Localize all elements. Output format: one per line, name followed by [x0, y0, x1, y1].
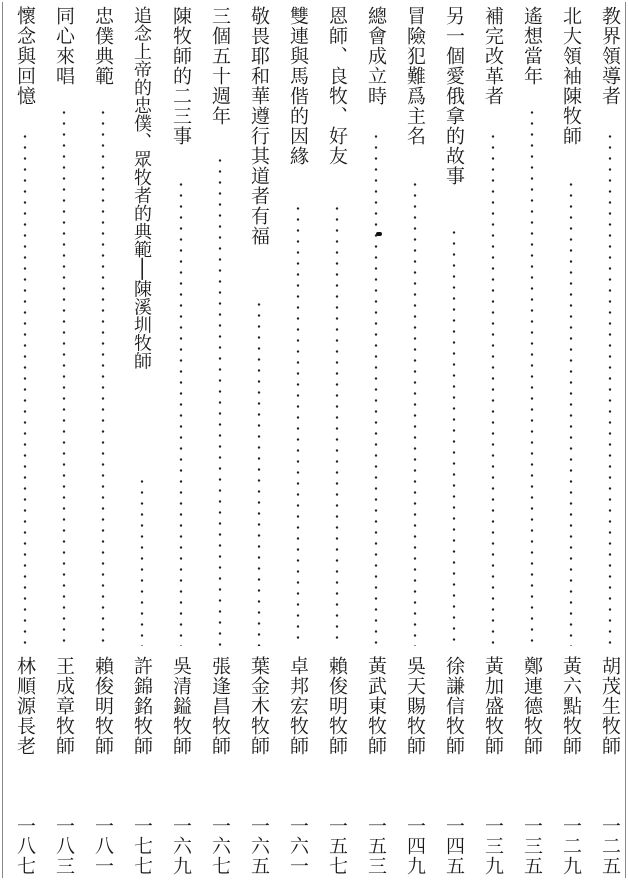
entry-title: 冒險犯難爲主名	[404, 6, 426, 146]
entry-page-number: 一三九	[482, 816, 504, 876]
entry-author: 葉金木牧師	[248, 656, 270, 756]
dot-leader	[140, 476, 144, 646]
entry-author: 張逢昌牧師	[209, 656, 231, 756]
entry-title: 陳牧師的二三事	[170, 6, 192, 146]
dot-leader	[530, 107, 534, 646]
entry-page-number: 一六七	[209, 816, 231, 876]
entry-author: 黃六點牧師	[560, 656, 582, 756]
entry-title: 補完改革者	[482, 6, 504, 106]
entry-page-number: 一四九	[404, 816, 426, 876]
toc-entry[interactable]	[596, 6, 626, 876]
toc-entry[interactable]	[440, 6, 470, 876]
dot-leader	[413, 179, 417, 646]
toc-entry[interactable]	[518, 6, 548, 876]
entry-page-number: 一八七	[14, 816, 36, 876]
entry-author: 黃加盛牧師	[482, 656, 504, 756]
entry-title: 同心來唱	[53, 6, 75, 86]
entry-page-number: 一二九	[560, 816, 582, 876]
dot-leader	[452, 227, 456, 646]
dot-leader	[335, 203, 339, 646]
toc-entry[interactable]	[128, 6, 158, 876]
dot-leader	[218, 155, 222, 646]
entry-page-number: 一五七	[326, 816, 348, 876]
toc-entry[interactable]	[11, 6, 41, 876]
entry-author: 鄭連德牧師	[521, 656, 543, 756]
entry-author: 王成章牧師	[53, 656, 75, 756]
dot-leader	[608, 131, 612, 646]
entry-page-number: 一五三	[365, 816, 387, 876]
entry-author: 吳清鎰牧師	[170, 656, 192, 756]
dot-leader	[101, 107, 105, 646]
toc-entry[interactable]	[89, 6, 119, 876]
entry-title: 敬畏耶和華遵行其道者有福	[248, 6, 270, 246]
entry-title: 忠僕典範	[92, 6, 114, 86]
entry-author: 林順源長老	[14, 656, 36, 756]
entry-author: 卓邦宏牧師	[287, 656, 309, 756]
dot-leader	[257, 299, 261, 646]
toc-entry[interactable]	[50, 6, 80, 876]
entry-page-number: 一三五	[521, 816, 543, 876]
entry-title: 雙連與馬偕的因緣	[287, 6, 309, 166]
entry-title: 總會成立時	[365, 6, 387, 106]
entry-page-number: 一八三	[53, 816, 75, 876]
dot-leader	[179, 179, 183, 646]
entry-author: 徐謙信牧師	[443, 656, 465, 756]
dot-leader	[569, 179, 573, 646]
entry-title: 教界領導者	[599, 6, 621, 106]
dot-leader	[374, 131, 378, 646]
entry-author: 吳天賜牧師	[404, 656, 426, 756]
entry-page-number: 一六五	[248, 816, 270, 876]
toc-entry[interactable]	[557, 6, 587, 876]
entry-author: 胡茂生牧師	[599, 656, 621, 756]
entry-author: 許錦銘牧師	[131, 656, 153, 756]
entry-title: 恩師、良牧、好友	[326, 6, 348, 166]
entry-author: 黃武東牧師	[365, 656, 387, 756]
toc-entry[interactable]	[323, 6, 353, 876]
entry-page-number: 一二五	[599, 816, 621, 876]
entry-page-number: 一七七	[131, 816, 153, 876]
entry-page-number: 一六一	[287, 816, 309, 876]
toc-entry[interactable]	[245, 6, 275, 876]
dot-leader	[296, 203, 300, 646]
entry-title: 三個五十週年	[209, 6, 231, 126]
dot-leader	[491, 131, 495, 646]
entry-title: 懷念與回憶	[14, 6, 36, 106]
entry-title: 另一個愛俄拿的故事	[443, 6, 465, 186]
entry-page-number: 一八一	[92, 816, 114, 876]
entry-author: 賴俊明牧師	[92, 656, 114, 756]
toc-entry[interactable]	[206, 6, 236, 876]
toc-entry[interactable]	[479, 6, 509, 876]
toc-entry[interactable]	[362, 6, 392, 876]
toc-entry[interactable]	[401, 6, 431, 876]
entry-page-number: 一四五	[443, 816, 465, 876]
dot-leader	[23, 131, 27, 646]
entry-title: 追念上帝的忠僕、眾牧者的典範──陳溪圳牧師	[131, 6, 152, 370]
toc-entry[interactable]	[167, 6, 197, 876]
entry-author: 賴俊明牧師	[326, 656, 348, 756]
entry-title: 遙想當年	[521, 6, 543, 86]
dot-leader	[62, 107, 66, 646]
entry-title: 北大領袖陳牧師	[560, 6, 582, 146]
toc-entry[interactable]	[284, 6, 314, 876]
entry-page-number: 一六九	[170, 816, 192, 876]
